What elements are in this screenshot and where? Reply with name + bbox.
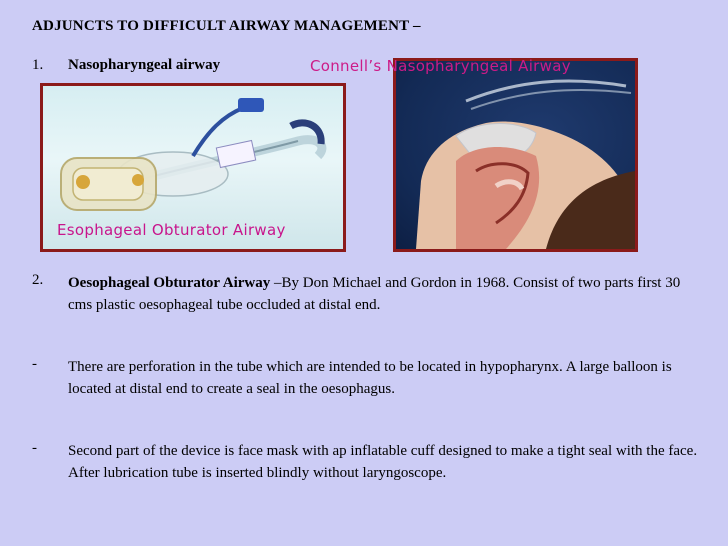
bullet-1-marker: - <box>32 356 37 372</box>
slide-title: ADJUNCTS TO DIFFICULT AIRWAY MANAGEMENT – <box>32 18 421 34</box>
item-1-label: Nasopharyngeal airway <box>68 57 221 73</box>
connell-airway-caption: Connell’s Nasopharyngeal Airway <box>310 57 571 75</box>
head-profile-illustration <box>396 61 635 249</box>
esophageal-obturator-airway-image <box>40 83 346 252</box>
item-2-number: 2. <box>32 272 44 288</box>
item-1-number: 1. <box>32 57 44 73</box>
item-2-paragraph <box>68 272 698 316</box>
bullet-1-text: There are perforation in the tube which are intended to be located in hypopharynx. A large balloon is located at distal end to create a seal in the oesophagus. <box>68 359 672 397</box>
item-2-label: Oesophageal Obturator Airway <box>68 275 271 291</box>
item-2-text: –By Don Michael and Gordon in 1968. Consist of two parts first 30 cms plastic oesophageal tube occluded at distal end. <box>68 275 681 313</box>
esophageal-obturator-caption: Esophageal Obturator Airway <box>57 221 286 239</box>
nasopharyngeal-airway-image <box>393 58 638 252</box>
bullet-2-text: Second part of the device is face mask with ap inflatable cuff designed to make a tight seal with the face. After lubrication tube is inserted blindly without laryngoscope. <box>68 443 698 481</box>
bullet-2-marker: - <box>32 440 37 456</box>
